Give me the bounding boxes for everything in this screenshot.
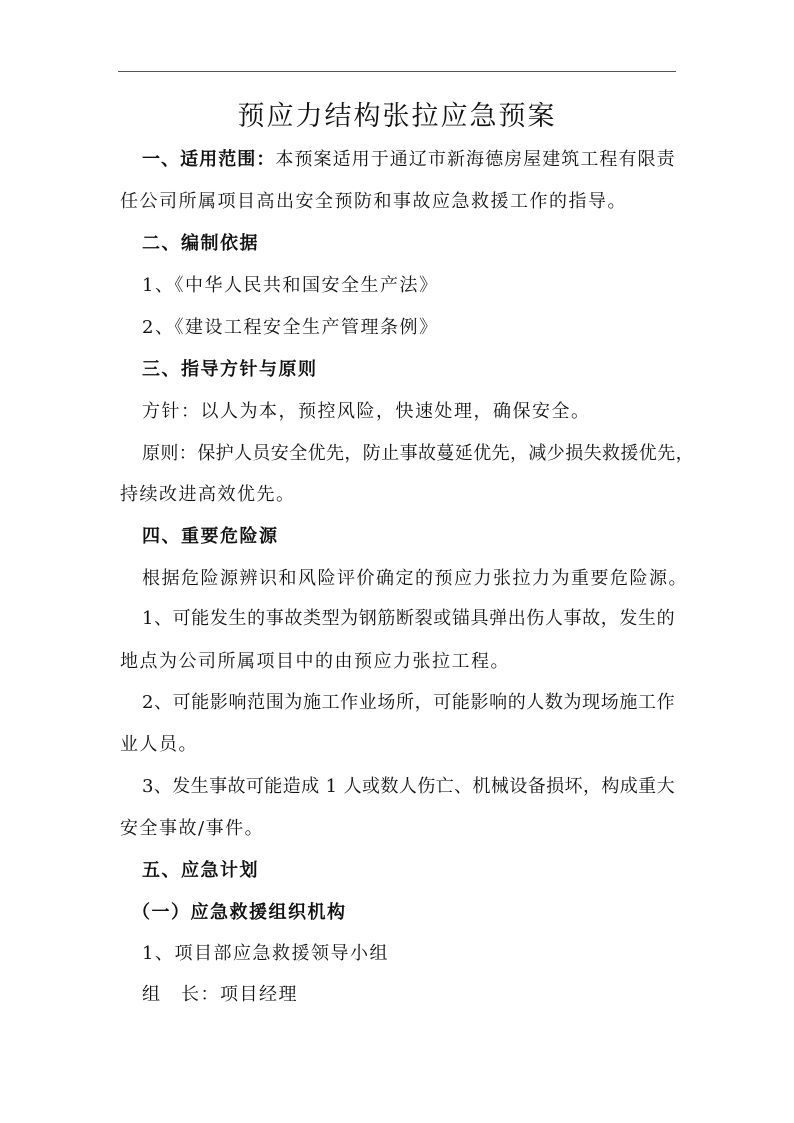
hazards-intro: 根据危险源辨识和风险评价确定的预应力张拉力为重要危险源。: [142, 568, 688, 589]
principle-line-2: 持续改进高效优先。: [120, 484, 296, 505]
group-leader-line: 组 长：项目经理: [142, 984, 298, 1005]
scope-heading: 一、适用范围：: [142, 149, 276, 170]
scope-text-a: 本预案适用于通辽市新海德房屋建筑工程有限责: [275, 149, 675, 170]
basis-item-2: 2、《建设工程安全生产管理条例》: [142, 317, 439, 338]
hazard-item-3-line-1: 3、发生事故可能造成 1 人或数人伤亡、机械设备损坏，构成重大: [142, 776, 675, 797]
plan-item-1: 1、项目部应急救援领导小组: [142, 943, 389, 964]
section-basis-heading: 二、编制依据: [142, 233, 259, 254]
hazard-item-3-line-2: 安全事故/事件。: [120, 818, 265, 839]
header-rule: [118, 71, 676, 72]
hazard-item-2-line-2: 业人员。: [120, 734, 198, 755]
scope-paragraph-line-1: [120, 147, 675, 173]
section-hazards-heading: 四、重要危险源: [142, 526, 279, 547]
plan-subheading-organization: （一）应急救援组织机构: [132, 902, 347, 923]
section-principles-heading: 三、指导方针与原则: [142, 359, 318, 380]
hazard-item-2-line-1: 2、可能影响范围为施工作业场所，可能影响的人数为现场施工作: [142, 692, 675, 713]
section-plan-heading: 五、应急计划: [142, 860, 259, 881]
principle-line-1: 原则：保护人员安全优先，防止事故蔓延优先，减少损失救援优先，: [142, 443, 694, 464]
policy-text: 方针：以人为本，预控风险，快速处理，确保安全。: [142, 401, 591, 422]
hazard-item-1-line-2: 地点为公司所属项目中的由预应力张拉工程。: [120, 651, 510, 672]
hazard-item-1-line-1: 1、可能发生的事故类型为钢筋断裂或锚具弹出伤人事故，发生的: [142, 608, 675, 629]
document-title: 预应力结构张拉应急预案: [237, 101, 557, 132]
basis-item-1: 1、《中华人民共和国安全生产法》: [142, 275, 439, 296]
scope-paragraph-line-2: 任公司所属项目高出安全预防和事故应急救援工作的指导。: [120, 191, 627, 212]
